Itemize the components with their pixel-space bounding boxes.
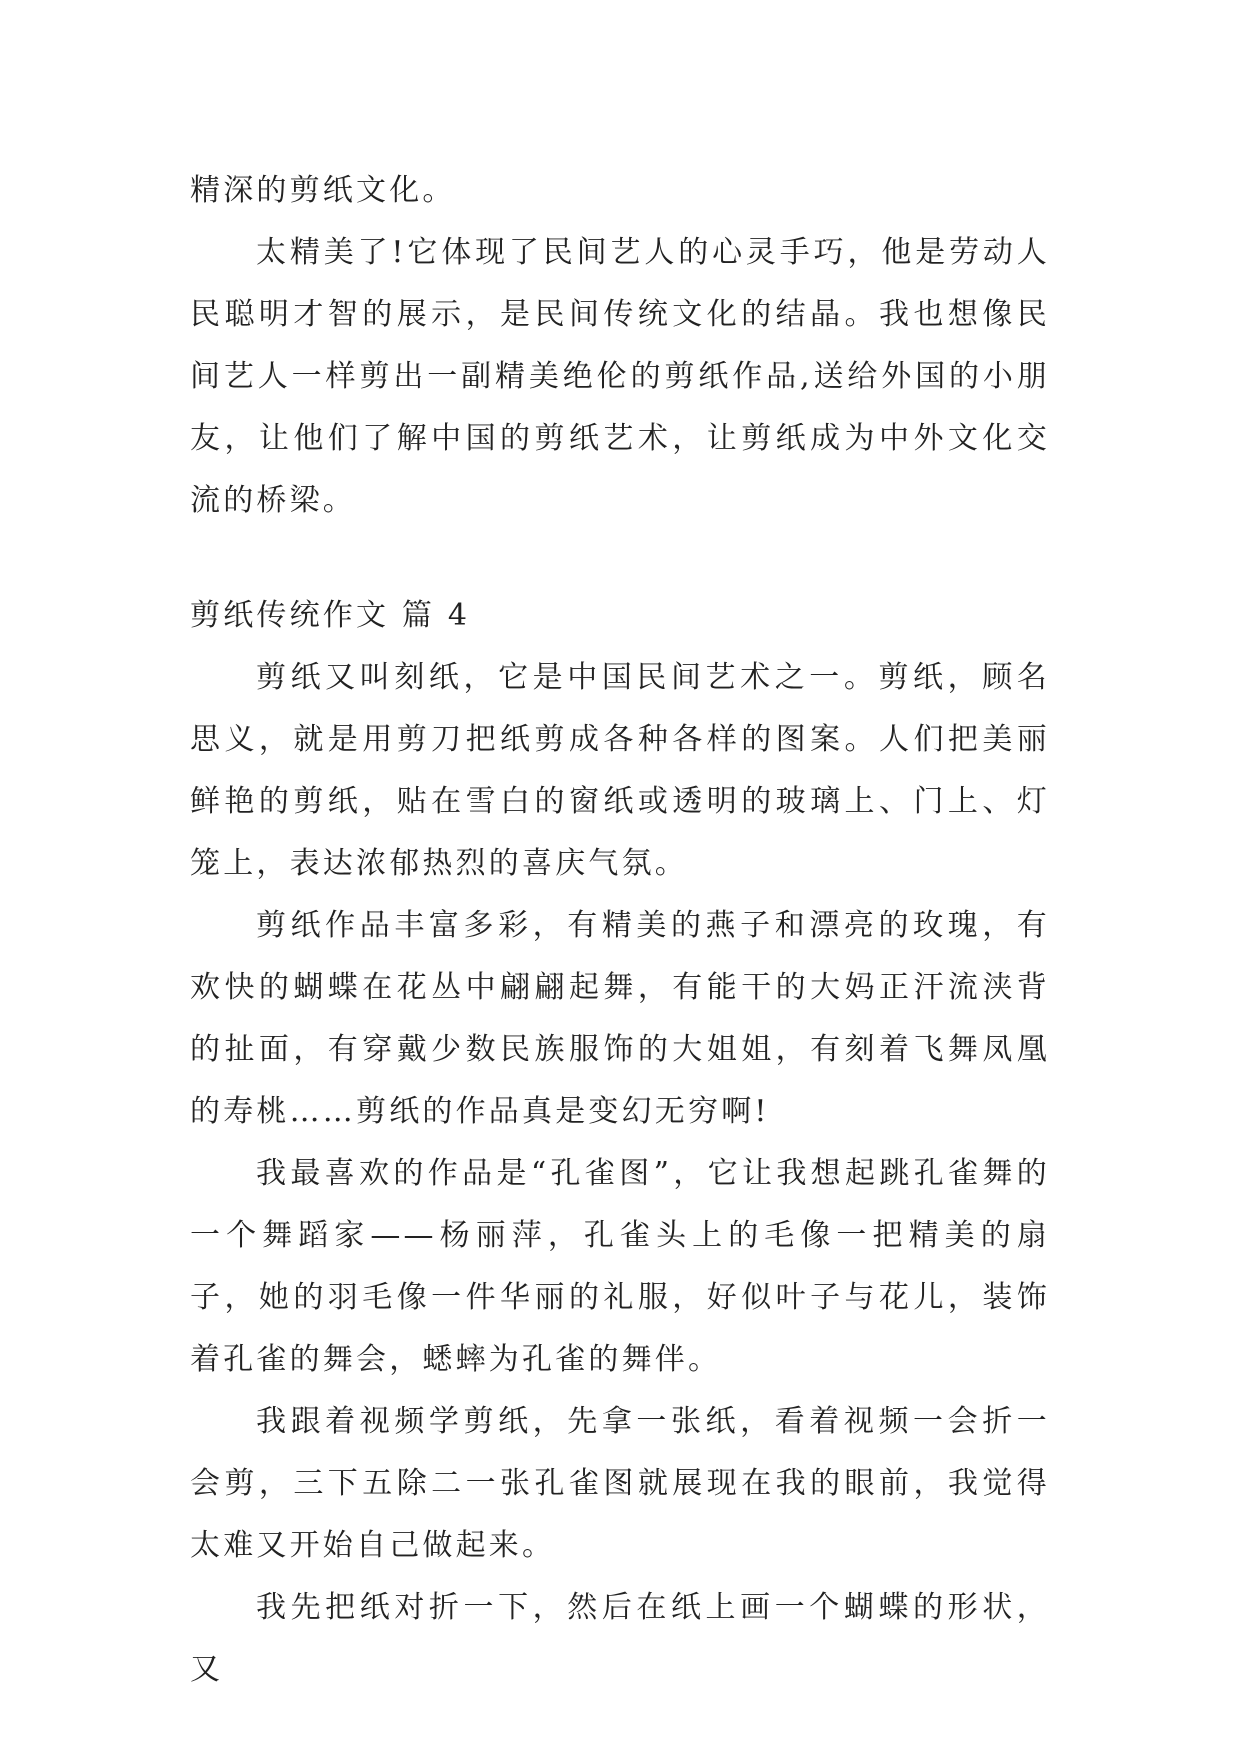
paragraph-intro: 剪纸又叫刻纸，它是中国民间艺术之一。剪纸，顾名思义，就是用剪刀把纸剪成各种各样的图案。人们把美丽鲜艳的剪纸，贴在雪白的窗纸或透明的玻璃上、门上、灯笼上，表达浓郁热烈的喜庆气氛。 <box>190 660 1050 881</box>
paragraph-peacock: 我最喜欢的作品是“孔雀图”，它让我想起跳孔雀舞的一个舞蹈家——杨丽萍，孔雀头上的毛像一把精美的扇子，她的羽毛像一件华丽的礼服，好似叶子与花儿，装饰着孔雀的舞会，蟋蟀为孔雀的舞伴。 <box>190 1156 1050 1377</box>
paragraph-continuation: 精深的剪纸文化。 <box>190 173 456 208</box>
document-page <box>190 160 1050 1701</box>
paragraph-works: 剪纸作品丰富多彩，有精美的燕子和漂亮的玫瑰，有欢快的蝴蝶在花丛中翩翩起舞，有能干的大妈正汗流浃背的扯面，有穿戴少数民族服饰的大姐姐，有刻着飞舞凤凰的寿桃……剪纸的作品真是变幻无穷啊! <box>190 908 1050 1129</box>
section-title: 剪纸传统作文 篇 4 <box>190 598 471 633</box>
paragraph-learning: 我跟着视频学剪纸，先拿一张纸，看着视频一会折一会剪，三下五除二一张孔雀图就展现在我的眼前，我觉得太难又开始自己做起来。 <box>190 1404 1050 1563</box>
paragraph-folding: 我先把纸对折一下，然后在纸上画一个蝴蝶的形状，又 <box>190 1590 1050 1687</box>
paragraph-admiration: 太精美了!它体现了民间艺人的心灵手巧，他是劳动人民聪明才智的展示，是民间传统文化的结晶。我也想像民间艺人一样剪出一副精美绝伦的剪纸作品,送给外国的小朋友，让他们了解中国的剪纸艺术，让剪纸成为中外文化交流的桥梁。 <box>190 235 1050 518</box>
